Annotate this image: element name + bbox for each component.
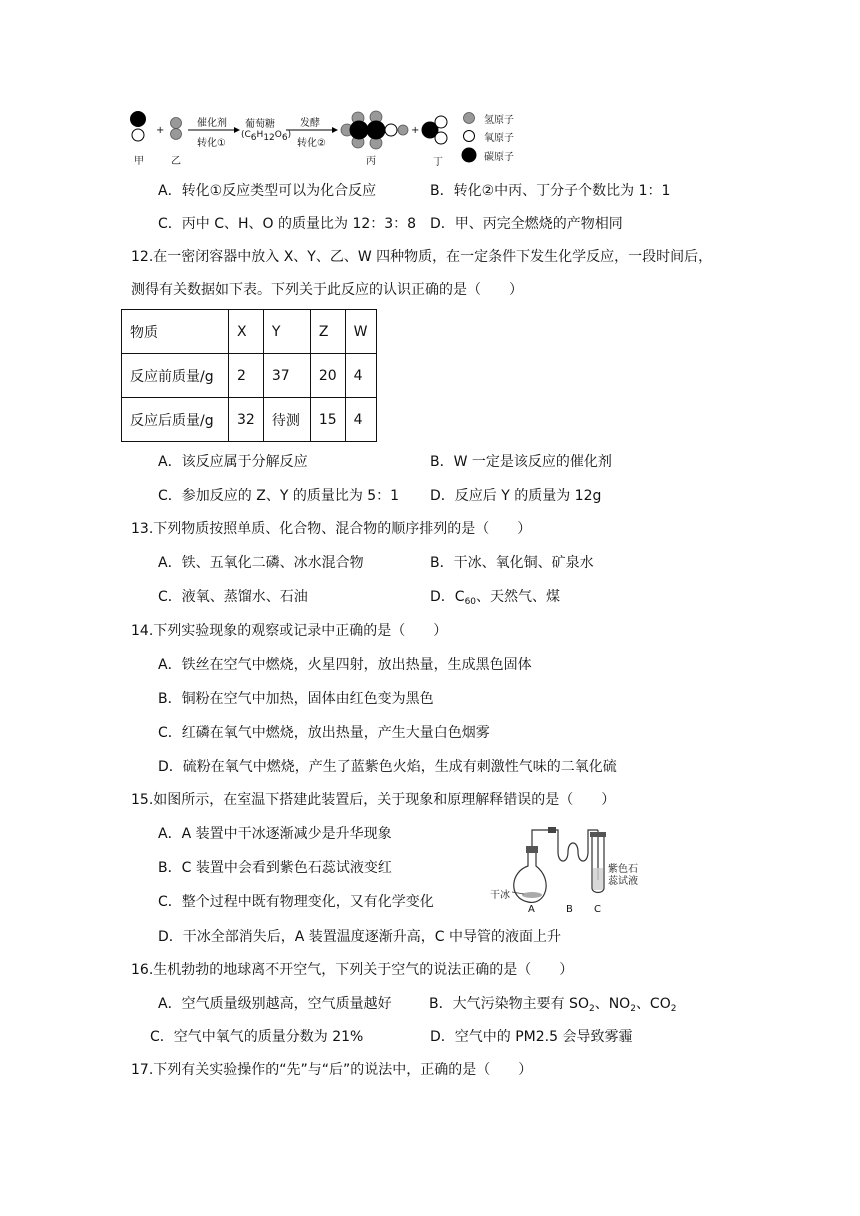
table-header-row (122, 310, 377, 354)
q15-option-d: D．干冰全部消失后，A 装置温度逐渐升高，C 中导管的液面上升 (158, 929, 562, 945)
table-cell: 物质 (122, 310, 229, 354)
dry-ice-label: 干冰 (490, 890, 510, 901)
q16-option-a: A．空气质量级别越高，空气质量越好 (158, 996, 392, 1012)
q11-option-d: D．甲、丙完全燃烧的产物相同 (430, 216, 623, 232)
q15-option-b: B．C 装置中会看到紫色石蕊试液变红 (158, 860, 392, 876)
q16-option-b: B．大气污染物主要有 $SO_2$、$NO_2$、$CO_2$ (429, 996, 677, 1014)
q14-option-c: C．红磷在氧气中燃烧，放出热量，产生大量白色烟雾 (158, 725, 490, 741)
oxygen-atom (132, 129, 144, 141)
table-cell: 反应后质量/g (122, 398, 229, 442)
carbon-atom (367, 121, 386, 140)
species-jia: 甲 (134, 156, 144, 167)
legend-hydrogen: 氢原子 (484, 115, 514, 126)
plus-sign: + (411, 125, 420, 136)
oxygen-atom (435, 132, 447, 144)
legend-hydrogen-icon (464, 113, 475, 124)
table-cell: 4 (345, 398, 376, 442)
q13-option-d: D．$C_{60}$、天然气、煤 (430, 589, 561, 607)
species-yi: 乙 (171, 156, 181, 167)
table-cell: 37 (263, 354, 310, 398)
q13-option-a: A．铁、五氧化二磷、冰水混合物 (158, 555, 364, 571)
table-cell: Y (263, 310, 310, 354)
q14-option-d: D．硫粉在氧气中燃烧，产生了蓝紫色火焰，生成有刺激性气味的二氧化硫 (158, 759, 617, 775)
q11-option-a: A．转化①反应类型可以为化合反应 (158, 183, 377, 199)
legend-carbon-icon (462, 148, 477, 163)
arrow2-bottom-label: 转化② (297, 138, 326, 149)
q15-option-a: A．A 装置中干冰逐渐减少是升华现象 (158, 826, 392, 842)
q14-option-b: B．铜粉在空气中加热，固体由红色变为黑色 (158, 691, 434, 707)
label-b: B (566, 904, 573, 915)
oxygen-atom (435, 116, 447, 128)
label-c: C (594, 904, 601, 915)
q12-option-c: C．参加反应的 Z、Y 的质量比为 5：1 (158, 488, 400, 504)
table-cell: W (345, 310, 376, 354)
apparatus-drawing (486, 822, 676, 922)
q16-option-d: D．空气中的 PM2.5 会导致雾霾 (430, 1029, 633, 1045)
label-a: A (528, 904, 535, 915)
species-bing: 丙 (366, 156, 376, 167)
glucose-formula: $(C_6H_{12}O_6)$ (241, 130, 292, 143)
arrow1-bottom-label: 转化① (197, 138, 226, 149)
q14-stem: 14.下列实验现象的观察或记录中正确的是（ ） (131, 623, 448, 639)
q13-option-c: C．液氧、蒸馏水、石油 (158, 589, 308, 605)
table-cell: 15 (310, 398, 345, 442)
legend-oxygen-icon (464, 131, 475, 142)
table-row (122, 398, 377, 442)
table-cell: 2 (229, 354, 264, 398)
table-cell: 待测 (263, 398, 310, 442)
table-cell: 20 (310, 354, 345, 398)
q16-option-c: C．空气中氧气的质量分数为 21% (150, 1029, 364, 1045)
oxygen-atom (385, 124, 397, 136)
table-cell: Z (310, 310, 345, 354)
q12-stem-line1: 12.在一密闭容器中放入 X、Y、乙、W 四种物质，在一定条件下发生化学反应，一段时间后， (131, 249, 713, 265)
litmus-label: 紫色石 蕊试液 (608, 864, 638, 887)
hydrogen-atom (171, 118, 182, 129)
apparatus-figure (486, 822, 676, 922)
dry-ice (522, 892, 542, 898)
glucose-label: 葡萄糖 (245, 119, 275, 130)
arrow1-top-label: 催化剂 (197, 118, 227, 129)
q15-option-c: C．整个过程中既有物理变化，又有化学变化 (158, 894, 434, 910)
q16-stem: 16.生机勃勃的地球离不开空气，下列关于空气的说法正确的是（ ） (131, 962, 574, 978)
table-cell: 4 (345, 354, 376, 398)
arrow2-top-label: 发酵 (300, 118, 320, 129)
q12-stem-line2: 测得有关数据如下表。下列关于此反应的认识正确的是（ ） (131, 282, 523, 298)
q12-option-d: D．反应后 Y 的质量为 12g (430, 488, 602, 504)
table-row (122, 354, 377, 398)
q13-stem: 13.下列物质按照单质、化合物、混合物的顺序排列的是（ ） (131, 521, 532, 537)
carbon-atom (130, 111, 146, 127)
table-cell: X (229, 310, 264, 354)
table-cell: 32 (229, 398, 264, 442)
mass-data-table (121, 309, 377, 442)
table-cell: 反应前质量/g (122, 354, 229, 398)
stopper-a (526, 846, 538, 853)
species-ding: 丁 (433, 157, 443, 168)
q17-stem: 17.下列有关实验操作的“先”与“后”的说法中，正确的是（ ） (131, 1062, 533, 1078)
hydrogen-atom (171, 129, 182, 140)
carbon-atom (350, 121, 369, 140)
q12-option-b: B．W 一定是该反应的催化剂 (430, 454, 612, 470)
reaction-molecules (0, 0, 860, 170)
q12-option-a: A．该反应属于分解反应 (158, 454, 308, 470)
q15-stem: 15.如图所示，在室温下搭建此装置后，关于现象和原理解释错误的是（ ） (131, 792, 616, 808)
q11-option-c: C．丙中 C、H、O 的质量比为 12：3：8 (158, 216, 417, 232)
legend-oxygen: 氧原子 (484, 133, 514, 144)
litmus-liquid (593, 868, 603, 890)
q14-option-a: A．铁丝在空气中燃烧，火星四射，放出热量，生成黑色固体 (158, 657, 532, 673)
q11-option-b: B．转化②中丙、丁分子个数比为 1：1 (430, 183, 671, 199)
legend-carbon: 碳原子 (484, 152, 514, 163)
q13-option-b: B．干冰、氧化铜、矿泉水 (430, 555, 594, 571)
reaction-diagram (0, 0, 860, 170)
plus-sign: + (156, 125, 165, 136)
